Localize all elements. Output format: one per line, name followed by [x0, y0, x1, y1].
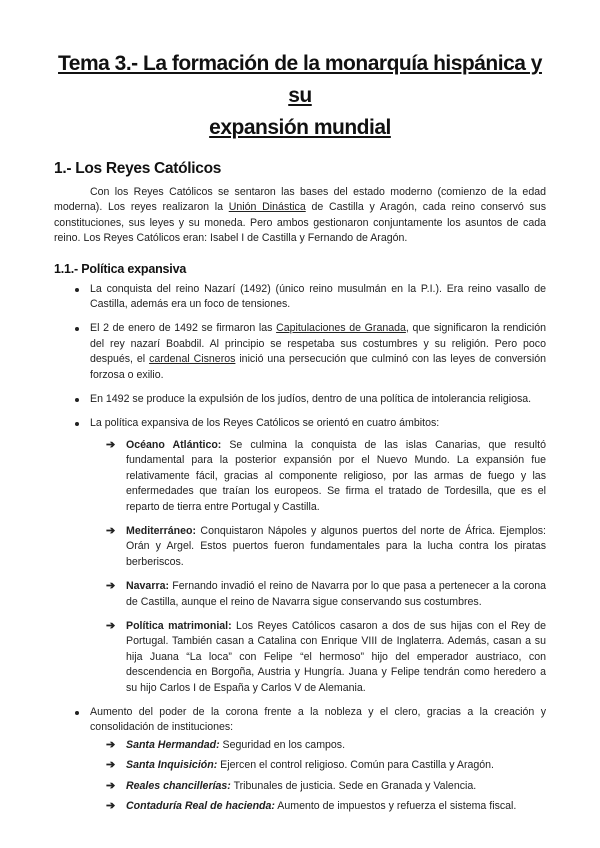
institucion-item-santa-hermandad — [90, 738, 546, 753]
ambito-label: Océano Atlántico: — [126, 438, 222, 451]
bullet-text: La política expansiva de los Reyes Católicos se orientó en cuatro ámbitos: — [90, 417, 440, 430]
ambito-text: Se culmina la conquista de las islas Canarias, que resultó fundamental para la posterior expansión por el Nuevo Mundo. La expansión fue relativamente fácil, gracias al componente religioso, por las armas de fuego y las enfermedades que traían los europeos. Se firma el tratado de Tordesilla, que es el reparto de tierra entre Portugal y Castilla. — [126, 438, 546, 513]
ambito-label: Navarra: — [126, 580, 169, 593]
capitulaciones-link: Capitulaciones de Granada — [276, 322, 406, 335]
bullet-text: En 1492 se produce la expulsión de los judíos, dentro de una política de intolerancia religiosa. — [90, 393, 532, 406]
ambito-item-atlantico — [90, 438, 546, 515]
bullet-text-b: , que significaron la rendición del rey nazarí Boabdil. Al principio se respetaba sus costumbres y su religión. Pero poco después, el — [90, 322, 546, 366]
intro-paragraph — [54, 185, 546, 247]
institucion-text: Tribunales de justicia. Sede en Granada y Valencia. — [230, 779, 477, 792]
intro-text-a: Con los Reyes Católicos se sentaron las bases del estado moderno (comienzo de la edad moderna). Los reyes realizaron la — [54, 186, 546, 214]
institucion-item-santa-inquisicion — [90, 758, 546, 773]
arrow-right-icon: ➔ — [106, 800, 116, 812]
bullet-icon — [75, 327, 79, 331]
instituciones-list — [90, 738, 546, 815]
document-title — [54, 48, 546, 144]
bullet-item-cuatro-ambitos — [54, 416, 546, 696]
institucion-text: Seguridad en los campos. — [219, 738, 346, 751]
institucion-item-contaduria-real — [90, 799, 546, 814]
intro-text-b: de Castilla y Aragón, cada reino conservó sus constituciones, sus leyes y su moneda. Pero ambos gestionaron conjuntamente los asuntos de cada reino. Los Reyes Católicos eran: Isabel I de Castilla y Fernando de Aragón. — [54, 201, 546, 245]
arrow-right-icon: ➔ — [106, 779, 116, 792]
arrow-right-icon: ➔ — [106, 580, 116, 593]
arrow-right-icon: ➔ — [106, 619, 116, 632]
ambitos-list — [90, 438, 546, 696]
ambito-item-mediterraneo — [90, 524, 546, 570]
bullet-icon — [75, 422, 79, 426]
ambito-item-navarra — [90, 579, 546, 610]
ambito-item-politica-matrimonial — [90, 619, 546, 696]
bullet-text: Aumento del poder de la corona frente a la nobleza y el clero, gracias a la creación y consolidación de instituciones: — [90, 705, 546, 734]
institucion-item-reales-chancillerias — [90, 779, 546, 794]
cardenal-cisneros-link: cardenal Cisneros — [149, 353, 236, 366]
arrow-right-icon: ➔ — [106, 738, 116, 751]
title-line-2: expansión mundial — [209, 116, 391, 139]
bullet-icon — [75, 711, 79, 715]
title-line-1: Tema 3.- La formación de la monarquía hispánica y su — [58, 52, 542, 107]
institucion-label: Santa Inquisición: — [126, 759, 218, 772]
bullet-list — [54, 282, 546, 815]
bullet-item-capitulaciones — [54, 321, 546, 383]
subsection-heading-politica-expansiva: 1.1.- Política expansiva — [54, 261, 187, 276]
ambito-text: Conquistaron Nápoles y algunos puertos del norte de África. Ejemplos: Orán y Argel. Estos puertos fueron fundamentales para la lucha contra los piratas berberiscos. — [126, 524, 546, 568]
arrow-right-icon: ➔ — [106, 438, 116, 451]
ambito-text: Fernando invadió el reino de Navarra por lo que pasa a pertenecer a la corona de Castilla, aunque el reino de Navarra sigue conservando sus costumbres. — [126, 580, 546, 608]
ambito-label: Política matrimonial: — [126, 619, 232, 632]
arrow-right-icon: ➔ — [106, 759, 116, 772]
arrow-right-icon: ➔ — [106, 524, 116, 537]
institucion-text: Aumento de impuestos y refuerza el sistema fiscal. — [274, 800, 517, 812]
union-dinastica-link: Unión Dinástica — [228, 201, 306, 214]
institucion-label: Santa Hermandad: — [126, 738, 220, 751]
institucion-label: Reales chancillerías: — [126, 779, 231, 792]
bullet-text: La conquista del reino Nazarí (1492) (único reino musulmán en la P.I.). Era reino vasallo de Castilla, además era un foco de tensiones. — [90, 282, 546, 311]
bullet-text-c: inició una persecución que culminó con las leyes de conversión forzosa o exilio. — [90, 353, 546, 381]
section-heading-reyes-catolicos: 1.- Los Reyes Católicos — [54, 160, 222, 177]
bullet-text-a: El 2 de enero de 1492 se firmaron las — [90, 322, 277, 335]
bullet-item-expulsion-judios — [54, 392, 546, 407]
bullet-item-conquista-nazari — [54, 282, 546, 313]
bullet-icon — [75, 398, 79, 402]
ambito-label: Mediterráneo: — [126, 524, 197, 537]
institucion-label: Contaduría Real de hacienda: — [126, 800, 275, 812]
ambito-text: Los Reyes Católicos casaron a dos de sus hijas con el Rey de Portugal. También casan a Catalina con Enrique VIII de Inglaterra. Además, casan a su hija Juana “La loca” con Felipe “el hermoso” hijo del emperador austriaco, con descendencia en Borgoña, Austria y Hungría. Juana y Felipe tendrán como heredero a su hijo Carlos I de España y Carlos V de Alemania. — [126, 619, 546, 694]
bullet-item-aumento-poder — [54, 705, 546, 814]
bullet-icon — [75, 288, 79, 292]
institucion-text: Ejercen el control religioso. Común para Castilla y Aragón. — [217, 759, 494, 772]
